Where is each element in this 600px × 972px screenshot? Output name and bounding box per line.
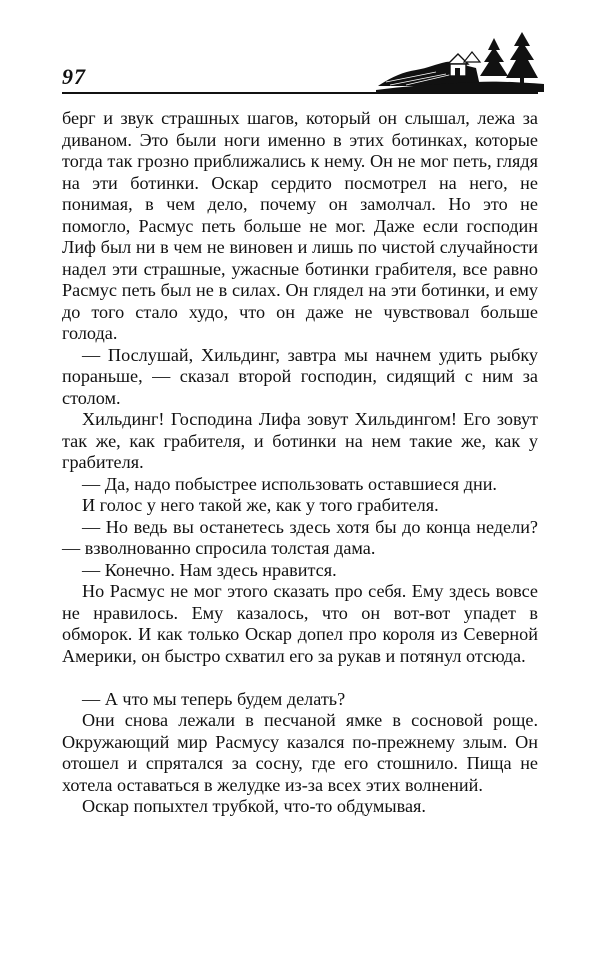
paragraph: — Но ведь вы останетесь здесь хотя бы до конца недели? — взволнованно спросила толстая дама.	[62, 516, 538, 558]
paragraph: — Конечно. Нам здесь нравится.	[82, 559, 337, 580]
paragraph: Хильдинг! Господина Лифа зовут Хильдингом! Его зовут так же, как грабителя, и ботинки на нем такие же, как у грабителя.	[62, 409, 538, 472]
paragraph: — Послушай, Хильдинг, завтра мы начнем удить рыбку пораньше, — сказал второй господин, сидящий с ним за столом.	[62, 344, 538, 408]
paragraph: Они снова лежали в песчаной ямке в сосновой роще. Окружающий мир Расмусу казался по-прежнему злым. Он отошел и спрятался за сосну, где его стошнило. Пища не хотела оставаться в желудке из-за всех этих волнений.	[62, 710, 538, 795]
paragraph: берг и звук страшных шагов, который он слышал, лежа за диваном. Это были ноги именно в этих ботинках, которые тогда так грозно приближались к нему. Он не мог петь, глядя на эти ботинки. Оскар сердито посмотрел на него, не понимая, в чем дело, почему он замолчал. Но это не помогло, Расмус петь больше не мог. Даже если господин Лиф был ни в чем не виновен и лишь по чистой случайности надел эти страшные, ужасные ботинки грабителя, все равно Расмус петь был не в силах. Он глядел на эти ботинки, и ему до того стало худо, что он даже не чувствовал больше голода.	[62, 108, 538, 343]
landscape-vignette-icon	[376, 28, 544, 94]
header-rule	[62, 92, 538, 94]
paragraph: Оскар попыхтел трубкой, что-то обдумывая.	[82, 796, 426, 816]
page-number: 97	[62, 64, 86, 89]
paragraph: — А что мы теперь будем делать?	[82, 688, 346, 709]
paragraph: И голос у него такой же, как у того грабителя.	[82, 495, 439, 515]
paragraph: Но Расмус не мог этого сказать про себя. Ему здесь вовсе не нравилось. Ему казалось, что он вот-вот упадет в обморок. И как только Оскар допел про короля из Северной Америки, он быстро схватил его за рукав и потянул отсюда.	[62, 581, 538, 666]
body-text	[62, 108, 538, 818]
paragraph: — Да, надо побыстрее использовать оставшиеся дни.	[82, 473, 497, 494]
